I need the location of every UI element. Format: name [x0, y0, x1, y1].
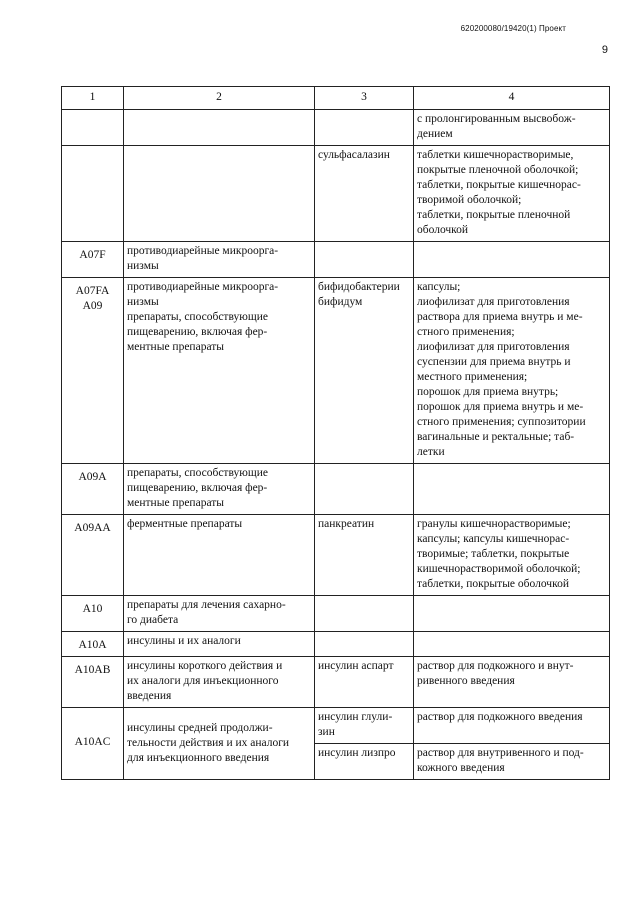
drug-table [61, 86, 610, 780]
dosage-form [414, 242, 610, 278]
atc-code: A10AB [62, 657, 124, 708]
group-name [124, 110, 315, 146]
drug-name [315, 242, 414, 278]
group-name: ферментные препараты [124, 515, 315, 596]
atc-code [62, 146, 124, 242]
table-row [62, 278, 610, 464]
group-name: инсулины и их аналоги [124, 632, 315, 657]
dosage-form [414, 632, 610, 657]
atc-code: A09AA [62, 515, 124, 596]
table-row [62, 242, 610, 278]
group-name [124, 146, 315, 242]
group-name: препараты, способствующие пищеварению, включая фер- ментные препараты [124, 464, 315, 515]
column-header: 1 [62, 87, 124, 110]
drug-name: инсулин аспарт [315, 657, 414, 708]
dosage-form: с пролонгированным высвобож- дением [414, 110, 610, 146]
table-row [62, 464, 610, 515]
atc-code [62, 110, 124, 146]
group-name: противодиарейные микроорга- низмы [124, 242, 315, 278]
group-name: препараты для лечения сахарно- го диабета [124, 596, 315, 632]
table-row [62, 632, 610, 657]
group-name: инсулины средней продолжи- тельности действия и их аналоги для инъекционного введения [124, 708, 315, 780]
column-header: 2 [124, 87, 315, 110]
drug-name [315, 596, 414, 632]
document-id: 620200080/19420(1) Проект [460, 24, 566, 33]
page-number: 9 [601, 44, 608, 56]
table-row [62, 515, 610, 596]
dosage-form: таблетки кишечнорастворимые, покрытые пленочной оболочкой; таблетки, покрытые кишечнорас- творимой оболочкой; таблетки, покрытые пленочной оболочкой [414, 146, 610, 242]
drug-name [315, 632, 414, 657]
drug-name: инсулин глули- зин [315, 708, 414, 744]
dosage-form: капсулы; лиофилизат для приготовления раствора для приема внутрь и ме- стного применения; лиофилизат для приготовления суспензии для приема внутрь и местного применения; порошок для приема внутрь; порошок для приема внутрь и ме- стного применения; суппозитории вагинальные и ректальные; таб- летки [414, 278, 610, 464]
atc-code: A07FA A09 [62, 278, 124, 464]
dosage-form: раствор для подкожного и внут- ривенного введения [414, 657, 610, 708]
table-row [62, 596, 610, 632]
drug-name [315, 464, 414, 515]
atc-code: A07F [62, 242, 124, 278]
table-row [62, 110, 610, 146]
drug-name: бифидобактерии бифидум [315, 278, 414, 464]
atc-code: A10 [62, 596, 124, 632]
atc-code: A09A [62, 464, 124, 515]
atc-code: A10A [62, 632, 124, 657]
drug-name: сульфасалазин [315, 146, 414, 242]
table-header-row [62, 87, 610, 110]
column-header: 3 [315, 87, 414, 110]
table-row [62, 146, 610, 242]
dosage-form: раствор для подкожного введения [414, 708, 610, 744]
drug-name [315, 110, 414, 146]
drug-name: инсулин лизпро [315, 744, 414, 780]
dosage-form [414, 464, 610, 515]
dosage-form [414, 596, 610, 632]
dosage-form: раствор для внутривенного и под- кожного введения [414, 744, 610, 780]
atc-code: A10AC [62, 708, 124, 780]
drug-name: панкреатин [315, 515, 414, 596]
group-name: инсулины короткого действия и их аналоги для инъекционного введения [124, 657, 315, 708]
group-name: противодиарейные микроорга- низмы препараты, способствующие пищеварению, включая фер- ментные препараты [124, 278, 315, 464]
column-header: 4 [414, 87, 610, 110]
table-row [62, 708, 610, 744]
dosage-form: гранулы кишечнорастворимые; капсулы; капсулы кишечнорас- творимые; таблетки, покрытые кишечнорастворимой оболочкой; таблетки, покрытые оболочкой [414, 515, 610, 596]
table-row [62, 657, 610, 708]
